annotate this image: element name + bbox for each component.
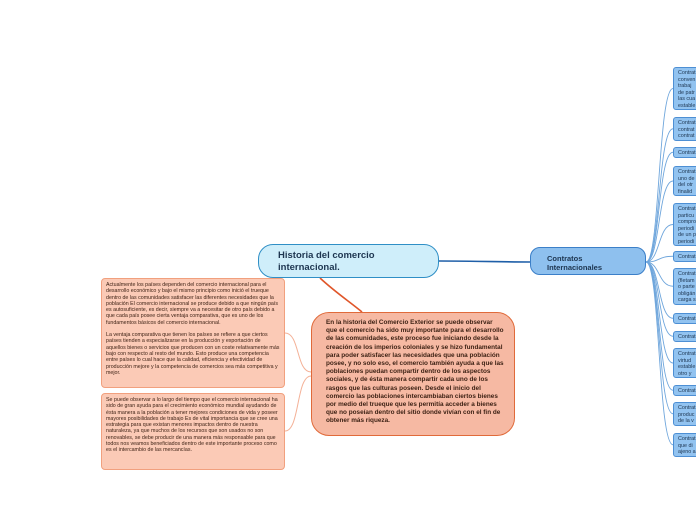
contract-leaf-node[interactable]	[673, 117, 696, 141]
contract-leaf-text: Contrat	[678, 351, 696, 357]
contract-leaf-text: estable	[678, 364, 696, 370]
contract-leaf-text: Contrat	[678, 334, 696, 340]
subtopic-crecimiento[interactable]	[101, 393, 285, 470]
contract-leaf-text: otro y	[678, 370, 692, 377]
contract-leaf-text: de patr	[678, 89, 695, 96]
leaf-link	[646, 262, 673, 414]
contract-leaf-node[interactable]	[673, 313, 696, 324]
link-history-sub1	[285, 333, 311, 372]
central-title-line2: internacional.	[278, 262, 340, 273]
contract-leaf-text: trabaj	[678, 83, 692, 89]
contract-leaf-text: obligán	[678, 290, 696, 297]
contract-leaf-text: Contrat	[678, 436, 696, 442]
contract-leaf-text: Contrat	[678, 316, 696, 322]
contract-leaf-text: conven	[678, 76, 696, 83]
contract-leaf-text: o parte	[678, 284, 695, 290]
contratos-line2: Internacionales	[547, 263, 603, 272]
contract-leaf-text: estable	[678, 102, 696, 109]
leaf-link	[646, 262, 673, 363]
contract-leaf-node[interactable]	[673, 348, 696, 378]
link-central-history	[320, 278, 362, 312]
contract-leaf-node[interactable]	[673, 331, 696, 342]
contract-leaf-text: Contrat	[678, 388, 696, 394]
leaf-link	[646, 89, 673, 263]
leaf-connectors	[646, 89, 673, 445]
contract-leaf-node[interactable]	[673, 268, 696, 305]
history-text: En la historia del Comercio Exterior se puede observar que el comercio ha sido muy importante para el desarrollo de las comunidades, este proceso fue iniciando desde la creación de los imperios coloniales y se hizo fundamental para poder satisfacer las necesidades que una población posee, y no solo eso, el comercio también ayuda a que las poblaciones puedan compartir dentro de los aspectos sociales, y de ésta manera compartir cada uno de los rasgos que las culturas poseen. Desde el inicio del comercio las poblaciones intercambiaban ciertos bienes por medio del trueque que les permitía acceder a bienes que no poseían dentro del sitio donde vivían con el fin de obtener más riqueza.	[326, 319, 504, 425]
contract-leaf-node[interactable]	[673, 251, 696, 262]
contract-leaf-text: Contrat	[678, 150, 696, 156]
contract-leaf-node[interactable]	[673, 166, 696, 196]
contract-leaf-text: produc	[678, 411, 695, 418]
contratos-internacionales-node[interactable]	[530, 247, 646, 275]
contract-leaf-text: particu	[678, 212, 695, 219]
contract-leaf-text: Contrat	[678, 206, 696, 212]
contract-leaf-node[interactable]	[673, 402, 696, 426]
contract-leaf-text: de un p	[678, 232, 696, 238]
contract-leaf-text: de la v	[678, 418, 694, 424]
contract-leaf-text: (fletam	[678, 277, 695, 284]
contract-leaf-text: Contrat	[678, 169, 696, 175]
contract-leaf-text: Contrat	[678, 254, 696, 260]
subtopic-paragraph: La ventaja comparativa que tienen los países se refiere a que ciertos países tienden a especializarse en la producción y exportación de aquellos bienes o servicios que producen con un coste relativamente más bajo con respecto al resto del mundo. Esto produce una competencia entre países lo cual hace que la calidad, eficiencia y efectividad de producción mejore y la competencia de comercios sea más competitiva y mejor.	[106, 332, 280, 376]
contract-leaf-node[interactable]	[673, 385, 696, 396]
contract-leaf-node[interactable]	[673, 433, 696, 457]
contract-leaf-text: las cua	[678, 96, 696, 102]
contract-leaf-text: compro	[678, 219, 696, 225]
contract-leaf-text: periodi	[678, 225, 695, 232]
link-history-sub2	[285, 376, 311, 431]
contract-leaf-text: del otr	[678, 182, 693, 188]
contract-leaf-text: que di	[678, 442, 693, 449]
contract-leaf-text: finalid	[678, 188, 693, 195]
leaf-link	[646, 262, 673, 390]
contratos-line1: Contratos	[547, 254, 583, 263]
contract-leaf-text: Contrat	[678, 120, 696, 126]
contract-leaf-text: contrat	[678, 133, 695, 139]
subtopic-paragraph: Se puede observar a lo largo del tiempo que el comercio internacional ha sido de gran ayuda para el crecimiento económico mundial ayudando de ésta manera a la población a tener mejores condiciones de vida y poseer mayores posibilidades de trabajo Es de vital importancia que se cree una estrategia para que existan menores impactos dentro de nuestra naturaleza, ya que muchos de los recursos que son usados no son renovables, se debe producir de una manera más responsable para que todos nos veamos beneficiados dentro de este importante proceso como es el intercambio de las mercancías.	[106, 397, 278, 454]
subtopic-comercio-actual[interactable]	[101, 278, 285, 388]
leaf-link	[646, 262, 673, 336]
central-topic[interactable]	[258, 244, 439, 278]
contract-leaf-text: virtud	[678, 357, 692, 364]
contract-leaf-text: Contrat	[678, 271, 696, 277]
contract-leaf-text: contrat	[678, 126, 695, 133]
contract-leaf-text: uno de	[678, 175, 695, 182]
contract-leaf-node[interactable]	[673, 67, 696, 110]
link-central-contratos	[439, 261, 530, 262]
history-node[interactable]	[311, 312, 515, 436]
contract-leaf-node[interactable]	[673, 147, 696, 158]
central-title-line1: Historia del comercio	[278, 250, 375, 261]
contract-leaf-text: Contrat	[678, 70, 696, 76]
subtopic-paragraph: Actualmente los países dependen del comercio internacional para el desarrollo económico y bajo el mismo principio como inició el trueque dentro de las comunidades satisfacer las diferentes necesidades que la población El comercio internacional se produce debido a que ningún país es autosuficiente, es decir, siempre va a necesitar de otro país debido a que cada país posee cierta ventaja comparativa, que es uno de los fundamentos básicos del comercio internacional.	[106, 282, 278, 326]
contract-leaf-text: Contrat	[678, 405, 696, 411]
contract-leaf-text: ajeno a	[678, 449, 696, 455]
contract-leaf-text: carga s	[678, 297, 696, 303]
contract-leaf-node[interactable]	[673, 203, 696, 246]
leaf-link	[646, 262, 673, 318]
contract-leaf-text: periodi	[678, 238, 695, 245]
leaf-link	[646, 262, 673, 445]
